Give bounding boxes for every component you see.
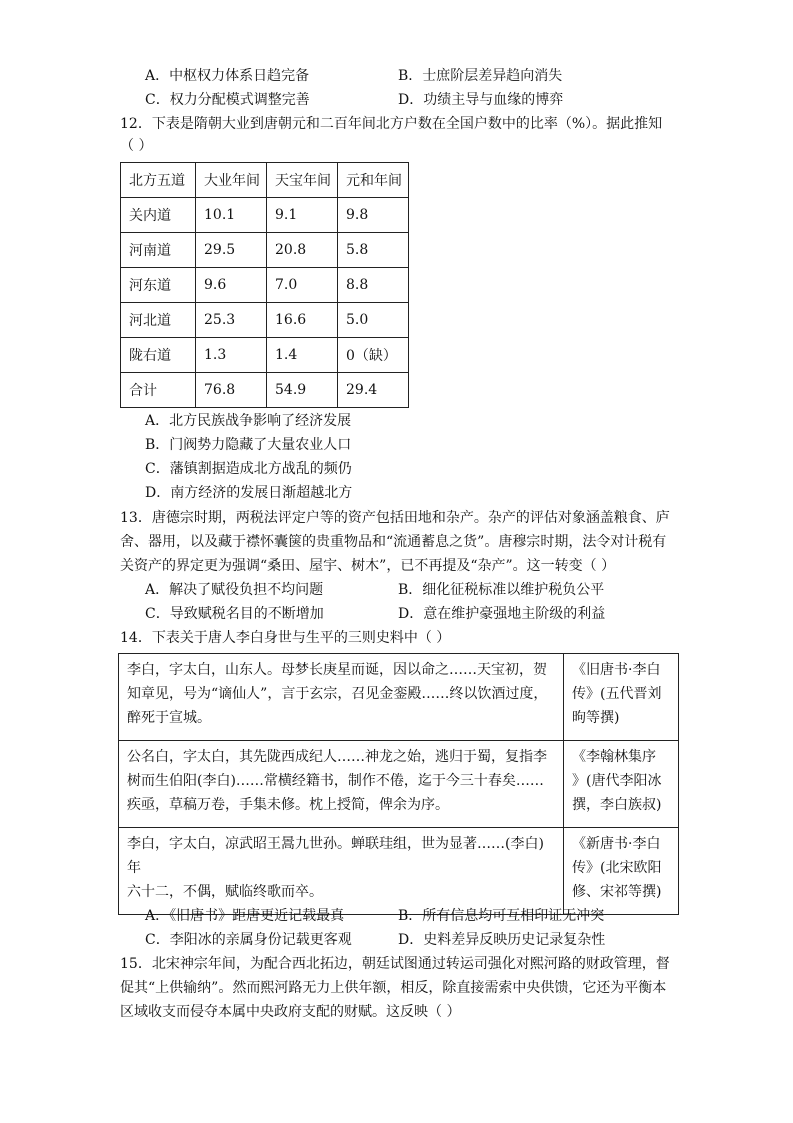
q13-stem-line1: 13．唐德宗时期，两税法评定户等的资产包括田地和杂产。杂产的评估对象涵盖粮食、庐 bbox=[120, 510, 670, 526]
table-cell: 29.5 bbox=[196, 233, 267, 268]
table-cell: 合计 bbox=[121, 373, 196, 408]
q15-stem-line2: 促其“上供输纳”。然而熙河路无力上供年额，相反，除直接需索中央供馈，它还为平衡本 bbox=[120, 980, 667, 996]
table-cell: 9.8 bbox=[338, 198, 409, 233]
table-cell: 54.9 bbox=[267, 373, 338, 408]
q12-table bbox=[120, 162, 409, 408]
table-header-cell: 元和年间 bbox=[338, 163, 409, 198]
q13-option-d: D．意在维护豪强地主阶级的利益 bbox=[398, 606, 606, 622]
source-text-line: 公名白，字太白，其先陇西成纪人……神龙之始，逃归于蜀，复指李 bbox=[127, 749, 547, 765]
citation-line: 昫等撰) bbox=[572, 710, 620, 726]
q12-stem: 12．下表是隋朝大业到唐朝元和二百年间北方户数在全国户数中的比率（%）。据此推知 bbox=[120, 116, 663, 132]
source-text-line: 树而生伯阳(李白)……常横经籍书，制作不倦，迄于今三十春矣…… bbox=[127, 773, 544, 789]
table-cell: 7.0 bbox=[267, 268, 338, 303]
table-header-cell: 大业年间 bbox=[196, 163, 267, 198]
table-cell: 29.4 bbox=[338, 373, 409, 408]
source-text-cell bbox=[119, 741, 564, 828]
citation-line: 撰，李白族叔) bbox=[572, 797, 662, 813]
q13-stem-line2: 舍、器用，以及藏于襟怀囊箧的贵重物品和“流通蓄息之货”。唐穆宗时期，法令对计税有 bbox=[120, 534, 667, 550]
table-row bbox=[121, 268, 409, 303]
table-cell: 25.3 bbox=[196, 303, 267, 338]
q14-option-b: B．所有信息均可互相印证无冲突 bbox=[398, 908, 605, 924]
citation-line: 修、宋祁等撰) bbox=[572, 884, 662, 900]
source-text-line: 李白，字太白，凉武昭王暠九世孙。蝉联珪组，世为显著……(李白)年 bbox=[127, 836, 544, 876]
q13-option-c: C．导致赋税名目的不断增加 bbox=[145, 606, 324, 622]
table-header-cell: 北方五道 bbox=[121, 163, 196, 198]
q11-option-b: B．士庶阶层差异趋向消失 bbox=[398, 68, 563, 84]
q11-option-c: C．权力分配模式调整完善 bbox=[145, 92, 310, 108]
table-cell: 10.1 bbox=[196, 198, 267, 233]
source-text-line: 李白，字太白，山东人。母梦长庚星而诞，因以命之……天宝初，贺 bbox=[127, 662, 547, 678]
source-text-line: 知章见，号为“谪仙人”，言于玄宗，召见金銮殿……终以饮酒过度， bbox=[127, 686, 548, 702]
citation-line: 《李翰林集序 bbox=[572, 749, 656, 765]
source-citation-cell bbox=[564, 828, 679, 915]
table-cell: 1.3 bbox=[196, 338, 267, 373]
table-row bbox=[119, 741, 679, 828]
table-cell: 关内道 bbox=[121, 198, 196, 233]
table-cell: 河南道 bbox=[121, 233, 196, 268]
table-row bbox=[121, 198, 409, 233]
q12-option-a: A．北方民族战争影响了经济发展 bbox=[145, 413, 352, 429]
q13-option-a: A．解决了赋役负担不均问题 bbox=[145, 582, 324, 598]
source-text-cell bbox=[119, 828, 564, 915]
q11-option-a: A．中枢权力体系日趋完备 bbox=[145, 68, 310, 84]
citation-line: 传》(五代晋刘 bbox=[572, 686, 662, 702]
table-cell: 1.4 bbox=[267, 338, 338, 373]
q15-stem-line3: 区域收支而侵夺本属中央政府支配的财赋。这反映（ ） bbox=[120, 1004, 461, 1020]
table-row bbox=[119, 828, 679, 915]
citation-line: 》(唐代李阳冰 bbox=[572, 773, 662, 789]
q13-option-b: B．细化征税标准以维护税负公平 bbox=[398, 582, 605, 598]
source-citation-cell bbox=[564, 654, 679, 741]
q14-option-a: A．《旧唐书》距唐更近记载最真 bbox=[145, 908, 345, 924]
table-cell: 76.8 bbox=[196, 373, 267, 408]
citation-line: 《新唐书·李白 bbox=[572, 836, 661, 852]
table-cell: 河北道 bbox=[121, 303, 196, 338]
source-citation-cell bbox=[564, 741, 679, 828]
q14-option-c: C．李阳冰的亲属身份记载更客观 bbox=[145, 932, 352, 948]
source-text-line: 醉死于宣城。 bbox=[127, 710, 211, 726]
q12-option-b: B．门阀势力隐藏了大量农业人口 bbox=[145, 437, 352, 453]
table-cell: 河东道 bbox=[121, 268, 196, 303]
q15-stem-line1: 15．北宋神宗年间，为配合西北拓边，朝廷试图通过转运司强化对熙河路的财政管理，督 bbox=[120, 956, 670, 972]
table-cell: 5.8 bbox=[338, 233, 409, 268]
table-row bbox=[121, 233, 409, 268]
citation-line: 传》(北宋欧阳 bbox=[572, 860, 662, 876]
q14-option-d: D．史料差异反映历史记录复杂性 bbox=[398, 932, 606, 948]
table-cell: 0（缺） bbox=[338, 338, 409, 373]
table-cell: 8.8 bbox=[338, 268, 409, 303]
source-text-cell bbox=[119, 654, 564, 741]
table-cell: 20.8 bbox=[267, 233, 338, 268]
table-row bbox=[121, 338, 409, 373]
q14-stem: 14．下表关于唐人李白身世与生平的三则史料中（ ） bbox=[120, 630, 451, 646]
table-cell: 9.1 bbox=[267, 198, 338, 233]
q12-option-c: C．藩镇割据造成北方战乱的频仍 bbox=[145, 461, 352, 477]
table-cell: 16.6 bbox=[267, 303, 338, 338]
table-row bbox=[121, 303, 409, 338]
q14-source-table bbox=[118, 653, 679, 915]
source-text-line: 疾亟，草稿万卷，手集未修。枕上授简，俾余为序。 bbox=[127, 797, 449, 813]
table-row bbox=[121, 373, 409, 408]
table-cell: 9.6 bbox=[196, 268, 267, 303]
table-row bbox=[119, 654, 679, 741]
source-text-line: 六十二，不偶，赋临终歌而卒。 bbox=[127, 884, 323, 900]
table-header-row bbox=[121, 163, 409, 198]
q12-stem-blank: （ ） bbox=[120, 138, 153, 154]
q12-option-d: D．南方经济的发展日渐超越北方 bbox=[145, 485, 353, 501]
q11-option-d: D．功绩主导与血缘的博弈 bbox=[398, 92, 564, 108]
q13-stem-line3: 关资产的界定更为强调“桑田、屋宇、树木”，已不再提及“杂产”。这一转变（ ） bbox=[120, 558, 616, 574]
table-header-cell: 天宝年间 bbox=[267, 163, 338, 198]
table-cell: 陇右道 bbox=[121, 338, 196, 373]
table-cell: 5.0 bbox=[338, 303, 409, 338]
citation-line: 《旧唐书·李白 bbox=[572, 662, 661, 678]
